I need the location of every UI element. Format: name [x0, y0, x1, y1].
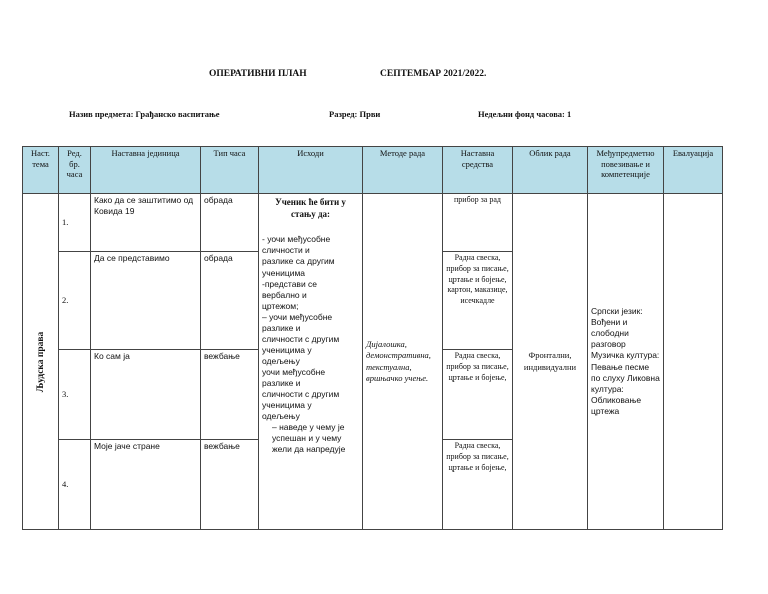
outcome-line: вербално и — [262, 289, 307, 300]
lesson-unit: Ко сам ја — [91, 350, 201, 440]
lesson-type: вежбање — [201, 350, 259, 440]
weekly-hours: Недељни фонд часова: 1 — [478, 109, 572, 119]
outcome-line: успешан и у чему — [272, 433, 342, 444]
plan-table — [22, 146, 723, 530]
evaluation-cell — [664, 194, 723, 530]
outcome-line: разлике и — [262, 377, 301, 388]
plan-title: ОПЕРАТИВНИ ПЛАН — [209, 69, 307, 79]
teaching-means: Радна свеска, прибор за писање, цртање и бојење, — [443, 440, 513, 530]
outcome-line: сличности с другим — [262, 389, 340, 400]
outcome-line: – уочи међусобне — [262, 311, 333, 322]
outcome-line: -представи се — [262, 278, 318, 289]
outcome-line: уочи међусобне — [262, 366, 326, 377]
correlation-cell: Српски језик: Вођени и слободни разговор Музичка култура: Певање песме по слуху Ликовна култура: Обликовање цртежа — [588, 194, 664, 530]
outcome-line: одељењу — [262, 411, 300, 422]
outcome-line: жели да напредује — [272, 444, 346, 455]
col-header-forms: Облик рада — [513, 147, 588, 194]
outcomes-title: Ученик ће бити у стању да: — [275, 197, 346, 219]
col-header-theme: Наст. тема — [23, 147, 59, 194]
outcome-line: цртежом; — [262, 300, 299, 311]
outcome-line: – наведе у чему је — [272, 422, 345, 433]
lesson-type: обрада — [201, 252, 259, 350]
theme-cell — [23, 194, 59, 530]
lesson-type: обрада — [201, 194, 259, 252]
lesson-number: 1. — [59, 194, 91, 252]
outcome-line: ученицима у — [262, 400, 312, 411]
subject-name: Назив предмета: Грађанско васпитање — [69, 109, 220, 119]
lesson-unit: Како да се заштитимо од Ковида 19 — [91, 194, 201, 252]
grade: Разред: Први — [329, 109, 381, 119]
outcome-line: сличности с другим — [262, 333, 340, 344]
col-header-evaluation: Евалуација — [664, 147, 723, 194]
teaching-means: Радна свеска, прибор за писање, цртање и бојење, картон, маказице, исечкадле — [443, 252, 513, 350]
lesson-number: 2. — [59, 252, 91, 350]
plan-month: СЕПТЕМБАР 2021/2022. — [380, 69, 487, 79]
col-header-outcomes: Исходи — [259, 147, 363, 194]
col-header-lesson-number: Ред. бр. часа — [59, 147, 91, 194]
table-header-row — [23, 147, 723, 194]
outcome-line: разлике са другим — [262, 256, 335, 267]
col-header-lesson-type: Тип часа — [201, 147, 259, 194]
col-header-correlation: Међупредметно повезивање и компетенције — [588, 147, 664, 194]
col-header-means: Наставна средства — [443, 147, 513, 194]
lesson-number: 4. — [59, 440, 91, 530]
outcome-line: ученицима у — [262, 344, 312, 355]
outcome-line: - уочи међусобне — [262, 234, 331, 245]
lesson-number: 3. — [59, 350, 91, 440]
outcome-line: сличности и — [262, 245, 310, 256]
lesson-unit: Моје јаче стране — [91, 440, 201, 530]
outcomes-cell — [259, 194, 363, 530]
col-header-unit: Наставна јединица — [91, 147, 201, 194]
lesson-type: вежбање — [201, 440, 259, 530]
table-row — [23, 194, 723, 252]
teaching-means: прибор за рад — [443, 194, 513, 252]
outcome-line: разлике и — [262, 322, 301, 333]
teaching-means: Радна свеска, прибор за писање, цртање и бојење, — [443, 350, 513, 440]
outcome-line: ученицима — [262, 267, 306, 278]
forms-cell: Фронтални, индивидуални — [513, 194, 588, 530]
theme-label: Људска права — [35, 331, 46, 392]
lesson-unit: Да се представимо — [91, 252, 201, 350]
methods-cell: Дијалошка, демонстративна, текстуална, вршњачко учење. — [363, 194, 443, 530]
outcome-line: одељењу — [262, 355, 300, 366]
col-header-methods: Методе рада — [363, 147, 443, 194]
